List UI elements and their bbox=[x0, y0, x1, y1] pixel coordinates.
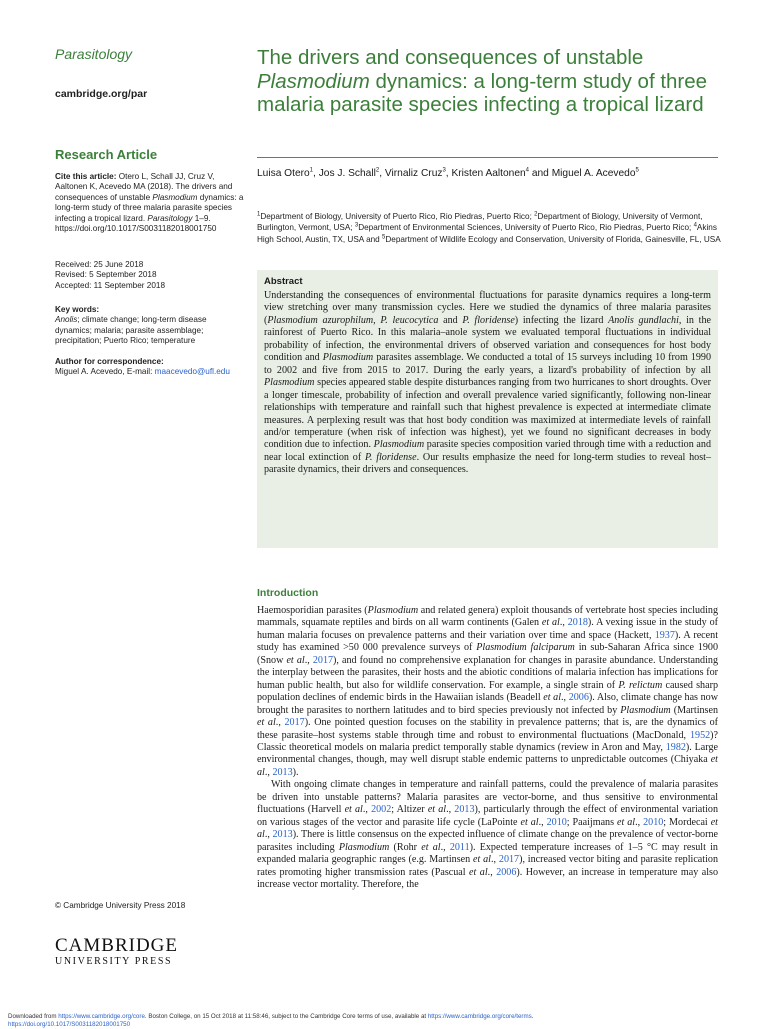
citation-year-link[interactable]: 2017 bbox=[498, 854, 520, 866]
author-name: Luisa Otero bbox=[257, 168, 310, 179]
citation-year-link[interactable]: 1982 bbox=[665, 741, 686, 753]
abstract-italic: Plasmodium azurophilum, P. leucocytica bbox=[267, 314, 439, 326]
affiliation-text: Akins High School, Austin, TX, USA and bbox=[257, 223, 717, 244]
italic-term: et al bbox=[421, 841, 441, 853]
author-name: Miguel A. Acevedo bbox=[551, 168, 636, 179]
citation-year-link[interactable]: 2006 bbox=[568, 692, 589, 704]
italic-term: et al bbox=[257, 754, 718, 778]
text-segment: ). Expected temperature increases of 1–5 °C may result in expanded malaria geographic ranges (e.g. Martinsen bbox=[257, 841, 718, 866]
abstract-seg: parasite species composition varied through time with a reduction and near local extinction of bbox=[264, 439, 711, 463]
correspondence-label: Author for correspondence: bbox=[55, 357, 164, 366]
download-footer bbox=[8, 1013, 748, 1029]
footer-core-link[interactable]: https://www.cambridge.org/core bbox=[58, 1013, 145, 1020]
italic-term: Plasmodium falciparum bbox=[476, 642, 575, 654]
text-segment: ). A vexing issue in the study of human malaria focuses on prevalence patterns and their variation over time and space (Hackett, bbox=[257, 617, 718, 641]
abstract-italic: Anolis gundlachi bbox=[608, 314, 679, 326]
correspondence-text: Miguel A. Acevedo, E-mail: bbox=[55, 367, 155, 377]
title-rule bbox=[257, 157, 718, 158]
italic-term: et al bbox=[344, 804, 363, 816]
abstract-italic: Plasmodium bbox=[264, 377, 315, 389]
italic-term: et al bbox=[473, 854, 491, 866]
title-genus: Plasmodium bbox=[257, 69, 370, 93]
affiliation-mark: 3 bbox=[354, 222, 359, 229]
title-rest: dynamics: a long-term study of three malaria parasite species infecting a tropical lizard bbox=[257, 69, 708, 116]
footer-terms-link[interactable]: https://www.cambridge.org/core/terms bbox=[427, 1013, 532, 1020]
keywords-block bbox=[55, 305, 245, 347]
citation-year-link[interactable]: 2013 bbox=[272, 829, 293, 841]
affiliation-text: Department of Environmental Sciences, University of Puerto Rico, Rio Piedras, Puerto Rico; bbox=[358, 223, 694, 233]
abstract-seg: , in the rainforest of Puerto Rico. In this malaria–anole system we evaluated temporal fluctuations in individual probability of infection, the environmental drivers of observed variation and consequences for host body condition and bbox=[264, 314, 711, 364]
text-segment: ), increased vector biting and parasite replication rates promoting higher transmission rates (Pascual bbox=[257, 854, 718, 878]
italic-term: et al bbox=[617, 816, 636, 828]
italic-term: et al bbox=[427, 804, 447, 816]
date-revised: Revised: 5 September 2018 bbox=[55, 270, 157, 280]
text-segment: ). There is little consensus on the expected influence of climate change on the prevalence of vector-borne parasites including bbox=[257, 829, 718, 853]
text-segment: ., bbox=[635, 816, 644, 828]
italic-term: et al bbox=[541, 617, 560, 629]
citation-genus: Plasmodium bbox=[152, 192, 198, 202]
dates-block bbox=[55, 260, 245, 291]
citation-label: Cite this article: bbox=[55, 172, 117, 181]
affiliation-mark: 1 bbox=[257, 211, 261, 218]
author-name: Kristen Aaltonen bbox=[451, 168, 526, 179]
text-segment: ). bbox=[292, 766, 299, 778]
text-segment: ., bbox=[561, 692, 569, 704]
author-name: Virnaliz Cruz bbox=[384, 168, 443, 179]
article-title bbox=[257, 46, 727, 117]
citation-year-link[interactable]: 2010 bbox=[546, 816, 567, 828]
citation-year-link[interactable]: 1937 bbox=[654, 629, 675, 641]
citation-year-link[interactable]: 2011 bbox=[449, 841, 470, 853]
affiliation-text: Department of Biology, University of Vermont, Burlington, Vermont, USA; bbox=[257, 212, 703, 233]
italic-term: et al bbox=[469, 866, 488, 878]
text-segment: ., bbox=[440, 841, 450, 853]
affiliation-mark: 2 bbox=[534, 211, 538, 218]
author-affiliation-mark: 2 bbox=[375, 167, 380, 174]
text-segment: ., bbox=[487, 866, 497, 878]
publisher-logo-main: CAMBRIDGE bbox=[55, 935, 179, 956]
abstract-box bbox=[257, 270, 718, 548]
citation-block bbox=[55, 172, 245, 234]
text-segment: ., bbox=[446, 804, 455, 816]
italic-term: et al bbox=[520, 816, 539, 828]
citation-year-link[interactable]: 2013 bbox=[272, 766, 293, 778]
citation-year-link[interactable]: 2006 bbox=[496, 866, 517, 878]
italic-term: et al bbox=[257, 816, 718, 841]
author-affiliation-mark: 4 bbox=[525, 167, 530, 174]
date-accepted: Accepted: 11 September 2018 bbox=[55, 280, 165, 290]
text-segment: With ongoing climate changes in temperature and rainfall patterns, could the prevalence of malaria parasites be driven into unstable patterns? Malaria parasites are vector-borne, and thus sensitive to environmental fluctuations (Harvell bbox=[257, 779, 718, 816]
citation-year-link[interactable]: 2010 bbox=[643, 816, 664, 828]
citation-pages[interactable]: 1–9. https://doi.org/10.1017/S0031182018001750 bbox=[55, 213, 217, 234]
date-received: Received: 25 June 2018 bbox=[55, 260, 144, 269]
citation-journal: Parasitology bbox=[147, 213, 193, 223]
introduction-heading: Introduction bbox=[257, 587, 319, 599]
italic-term: Plasmodium bbox=[367, 605, 419, 616]
text-segment: ), particularly through the effect of environmental variation on various stages of the vector and parasite life cycle (LaPointe bbox=[257, 804, 718, 828]
text-segment: ). Large environmental changes, though, may well disrupt stable endemic patterns to unpredictable outcomes (Chiyaka bbox=[257, 741, 718, 766]
text-segment: ., bbox=[264, 766, 273, 778]
citation-authors: Otero L, Schall JJ, Cruz V, Aaltonen K, Acevedo MA (2018). The drivers and consequences of unstable bbox=[55, 172, 233, 202]
text-segment: ; Mordecai bbox=[663, 816, 711, 828]
footer-text: . Boston College, on 15 Oct 2018 at 11:58:46, subject to the Cambridge Core terms of use, available at bbox=[144, 1013, 428, 1020]
italic-term: et al bbox=[543, 692, 562, 704]
abstract-seg: ) infecting the lizard bbox=[514, 314, 609, 326]
citation-year-link[interactable]: 2017 bbox=[284, 717, 305, 729]
text-segment: ., bbox=[559, 617, 568, 629]
affiliation-mark: 4 bbox=[693, 222, 697, 229]
text-segment: )? Classic theoretical models on malaria predict temporally stable dynamics (review in Aron and May, bbox=[257, 729, 718, 753]
affiliation-text: Department of Wildlife Ecology and Conservation, University of Florida, Gainesville, FL, USA bbox=[385, 234, 721, 244]
publisher-logo bbox=[55, 936, 195, 967]
footer-text: . bbox=[531, 1013, 534, 1020]
italic-term: P. relictum bbox=[618, 679, 663, 691]
abstract-heading: Abstract bbox=[264, 276, 303, 287]
title-line1: The drivers and consequences of unstable bbox=[257, 46, 644, 69]
citation-year-link[interactable]: 1952 bbox=[689, 729, 711, 741]
text-segment: ). One pointed question focuses on the stability in prevalence patterns; that is, are the dynamics of these parasite–host systems stable through time and robust to environmental fluctuations (MacDonald, bbox=[257, 717, 718, 741]
affiliation-mark: 5 bbox=[382, 233, 386, 240]
author-affiliation-mark: 3 bbox=[442, 167, 446, 174]
author-name: Jos J. Schall bbox=[318, 168, 376, 179]
italic-term: et al bbox=[286, 654, 305, 666]
italic-term: Plasmodium bbox=[338, 841, 390, 853]
citation-year-link[interactable]: 2002 bbox=[371, 804, 392, 816]
article-type: Research Article bbox=[55, 147, 158, 162]
italic-term: et al bbox=[257, 717, 276, 729]
text-segment: ). A recent study has examined >50 000 prevalence surveys of bbox=[257, 629, 718, 654]
abstract-italic: Plasmodium bbox=[373, 439, 425, 451]
text-segment: ; Paaijmans bbox=[566, 816, 617, 828]
text-segment: ., bbox=[264, 829, 273, 841]
affiliations bbox=[257, 211, 722, 245]
abstract-seg: and bbox=[438, 314, 463, 326]
footer-text: Downloaded from bbox=[8, 1013, 59, 1020]
text-segment: and related genera) exploit thousands of vertebrate host species including mammals, squamate reptiles and birds on all warm continents (Galen bbox=[257, 605, 718, 629]
text-segment: ). Also, climate change has now brought the parasites to northern latitudes and to bird species previously not infected by bbox=[257, 692, 718, 716]
abstract-seg: species appeared stable despite disturbances ranging from two hurricanes to short droughts. Over a longer timescale, probability of infection and overall prevalence varied significantly, following non-linear relationships with temperature and rainfall such that highest prevalence is expected at intermediate climate measures. A perplexing result was that host body condition was maximized at intermediate levels of rainfall and/or temperature (when risk of infection was highest), yet we found no significant decreases in body condition due to infection. bbox=[264, 377, 711, 451]
paragraph-2 bbox=[257, 779, 718, 891]
publisher-logo-sub: UNIVERSITY PRESS bbox=[55, 956, 173, 967]
citation-year-link[interactable]: 2017 bbox=[312, 654, 334, 666]
author-list: Luisa Otero$^1$, Jos J. Schall$^2$, Virnaliz Cruz$^3$, Kristen Aaltonen$^4$ and Miguel A. Acevedo$^5$ bbox=[257, 167, 639, 179]
text-segment: ; Altizer bbox=[391, 804, 428, 816]
abstract-italic: Plasmodium bbox=[322, 352, 374, 364]
text-segment: ., bbox=[538, 816, 547, 828]
text-segment: (Rohr bbox=[389, 841, 422, 853]
correspondence-email[interactable]: maacevedo@ufl.edu bbox=[154, 367, 230, 377]
introduction-body bbox=[257, 605, 718, 891]
abstract-seg: . Our results emphasize the need for long-term studies to reveal host–parasite dynamics, their drivers and consequences. bbox=[264, 451, 712, 476]
citation-year-link[interactable]: 2018 bbox=[567, 617, 588, 629]
text-segment: (Martinsen bbox=[670, 704, 719, 716]
correspondence-block bbox=[55, 357, 245, 378]
text-segment: ), and found no comprehensive explanation for changes in parasite abundance. Understanding the interplay between the parasites, their hosts and the abiotic conditions of malaria infection has implications for human public health, but also for wildlife conservation. For example, a single strain of bbox=[257, 654, 718, 691]
abstract-seg: Understanding the consequences of environmental fluctuations for parasite dynamics requires a long-term view stretching over many transmission cycles. Here we studied the dynamics of three malaria parasites ( bbox=[264, 290, 711, 326]
citation-year-link[interactable]: 2013 bbox=[454, 804, 475, 816]
copyright: © Cambridge University Press 2018 bbox=[55, 901, 186, 910]
text-segment: caused sharp population declines of endemic birds in the Hawaiian islands (Beadell bbox=[257, 679, 718, 704]
keywords-rest: ; climate change; long-term disease dynamics; malaria; parasite assemblage; precipitation; Puerto Rico; temperature bbox=[55, 315, 207, 346]
text-segment: Haemosporidian parasites ( bbox=[257, 605, 368, 616]
text-segment: ). However, an increase in temperature may also increase vector mortality. Therefore, the bbox=[257, 866, 718, 890]
keywords-label: Key words: bbox=[55, 305, 100, 314]
abstract-italic: P. floridense bbox=[462, 314, 515, 326]
keyword-first: Anolis bbox=[55, 315, 78, 325]
abstract-text bbox=[264, 290, 711, 477]
footer-doi-link[interactable]: https://doi.org/10.1017/S0031182018001750 bbox=[8, 1021, 131, 1028]
text-segment: ., bbox=[362, 804, 372, 816]
text-segment: ., bbox=[304, 654, 313, 666]
author-affiliation-mark: 5 bbox=[635, 167, 639, 174]
text-segment: ., bbox=[491, 854, 499, 866]
affiliation-text: Department of Biology, University of Puerto Rico, Rio Piedras, Puerto Rico; bbox=[260, 212, 535, 221]
journal-url[interactable]: cambridge.org/par bbox=[55, 88, 148, 100]
citation-rest: dynamics: a long-term study of three malaria parasite species infecting a tropical lizard. bbox=[55, 192, 244, 223]
paragraph-1 bbox=[257, 605, 718, 779]
italic-term: Plasmodium bbox=[620, 704, 671, 716]
abstract-italic: P. floridense bbox=[365, 451, 417, 463]
abstract-seg: parasites assemblage. We conducted a total of 15 surveys including 10 from 1990 to 2002 and five from 2015 to 2017. During the early years, a lizard's probability of infection by all bbox=[264, 352, 712, 376]
journal-name: Parasitology bbox=[55, 46, 133, 62]
text-segment: ., bbox=[275, 717, 285, 729]
text-segment: in sub-Saharan Africa since 1900 (Snow bbox=[257, 642, 718, 666]
author-affiliation-mark: 1 bbox=[309, 167, 314, 174]
